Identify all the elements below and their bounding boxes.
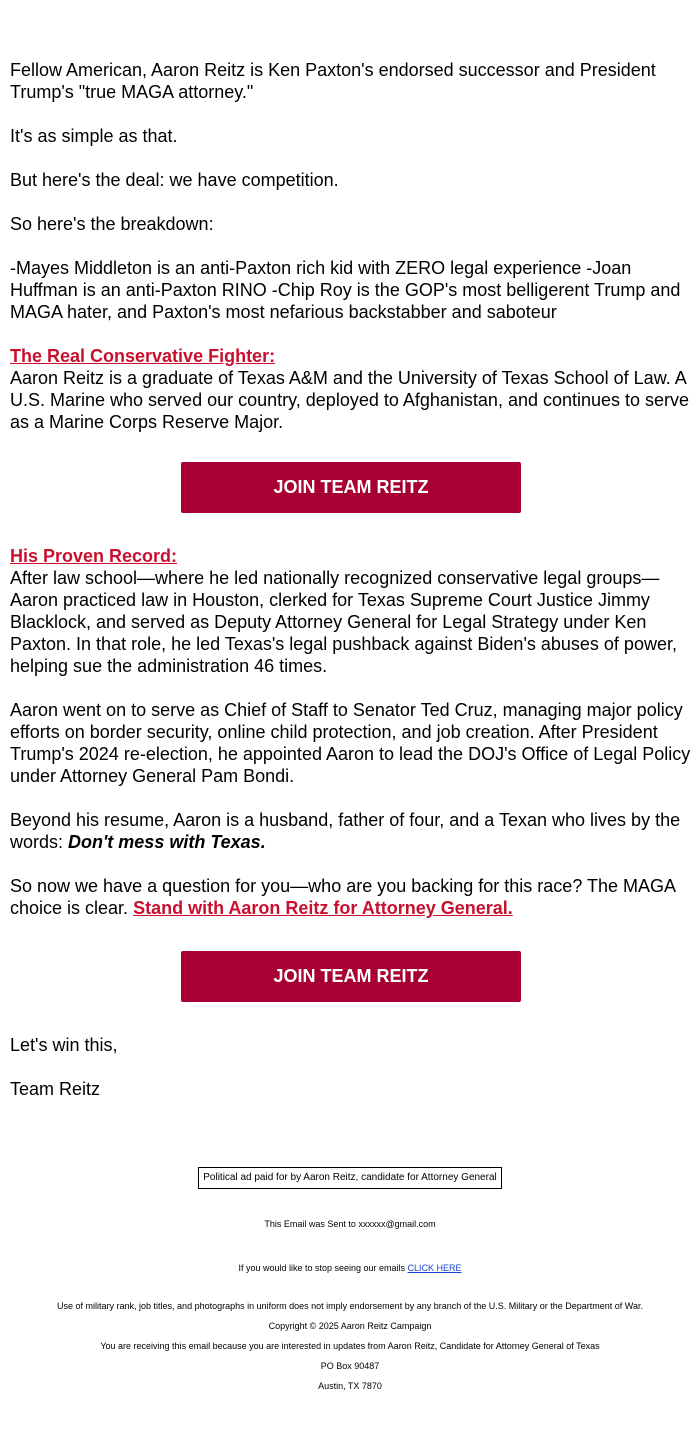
chief-of-staff-paragraph: Aaron went on to serve as Chief of Staff to Senator Ted Cruz, managing major policy efforts on border security, online child protection, and job creation. After President Trump's 2024 re-election, he appointed Aaron to lead the DOJ's Office of Legal Policy under Attorney General Pam Bondi. — [10, 700, 691, 786]
email-body — [10, 59, 692, 1122]
breakdown-paragraph: -Mayes Middleton is an anti-Paxton rich kid with ZERO legal experience -Joan Huffman is an anti-Paxton RINO -Chip Roy is the GOP's most belligerent Trump and MAGA hater, and Paxton's most nefarious backstabber and saboteur — [10, 258, 681, 322]
closing-line: Let's win this, — [10, 1035, 118, 1055]
section-record — [10, 545, 692, 677]
resume-motto: Don't mess with Texas. — [68, 832, 266, 852]
join-team-button-2[interactable]: JOIN TEAM REITZ — [181, 951, 521, 1002]
footer-paid-for-wrap — [0, 1167, 700, 1189]
footer-sent-to: This Email was Sent to xxxxxx@gmail.com — [264, 1219, 436, 1229]
unsubscribe-text: If you would like to stop seeing our emails — [238, 1263, 406, 1273]
footer-military-disclaimer: Use of military rank, job titles, and photographs in uniform does not imply endorsement by any branch of the U.S. Military or the Department of War. — [57, 1301, 643, 1311]
resume-text: Beyond his resume, Aaron is a husband, father of four, and a Texan who lives by the words: — [10, 810, 681, 852]
button-row-1 — [10, 462, 692, 513]
section-fighter-text: Aaron Reitz is a graduate of Texas A&M and the University of Texas School of Law. A U.S. Marine who served our country, deployed to Afghanistan, and continues to serve as a Marine Corps Reserve Major. — [10, 368, 690, 432]
signature: Team Reitz — [10, 1079, 101, 1099]
unsubscribe-link[interactable]: CLICK HERE — [407, 1263, 462, 1273]
breakdown-intro: So here's the breakdown: — [10, 214, 214, 234]
footer-copyright: Copyright © 2025 Aaron Reitz Campaign — [268, 1321, 432, 1331]
join-team-button-1[interactable]: JOIN TEAM REITZ — [181, 462, 521, 513]
section-record-text: After law school—where he led nationally recognized conservative legal groups—Aaron practiced law in Houston, clerked for Texas Supreme Court Justice Jimmy Blacklock, and served as Deputy Attorney General for Legal Strategy under Ken Paxton. In that role, he led Texas's legal pushback against Biden's abuses of power, helping sue the administration 46 times. — [10, 568, 677, 676]
section-record-title: His Proven Record: — [10, 546, 178, 566]
section-fighter-title: The Real Conservative Fighter: — [10, 346, 276, 366]
simple-paragraph: It's as simple as that. — [10, 126, 178, 146]
deal-paragraph: But here's the deal: we have competition. — [10, 170, 339, 190]
paid-for-disclaimer: Political ad paid for by Aaron Reitz, candidate for Attorney General — [198, 1167, 502, 1189]
stand-with-reitz-link[interactable]: Stand with Aaron Reitz for Attorney General. — [133, 898, 513, 918]
resume-paragraph — [10, 809, 692, 853]
button-row-2 — [10, 951, 692, 1002]
footer-city: Austin, TX 7870 — [318, 1381, 382, 1391]
footer-unsubscribe — [0, 1263, 700, 1273]
question-text: So now we have a question for you—who are you backing for this race? The MAGA choice is clear. — [10, 876, 676, 918]
footer-receiving: You are receiving this email because you are interested in updates from Aaron Reitz, Candidate for Attorney General of Texas — [100, 1341, 600, 1351]
footer-po-box: PO Box 90487 — [320, 1361, 380, 1371]
section-fighter — [10, 345, 692, 433]
question-paragraph — [10, 875, 692, 919]
intro-paragraph: Fellow American, Aaron Reitz is Ken Paxton's endorsed successor and President Trump's "true MAGA attorney." — [10, 60, 656, 102]
